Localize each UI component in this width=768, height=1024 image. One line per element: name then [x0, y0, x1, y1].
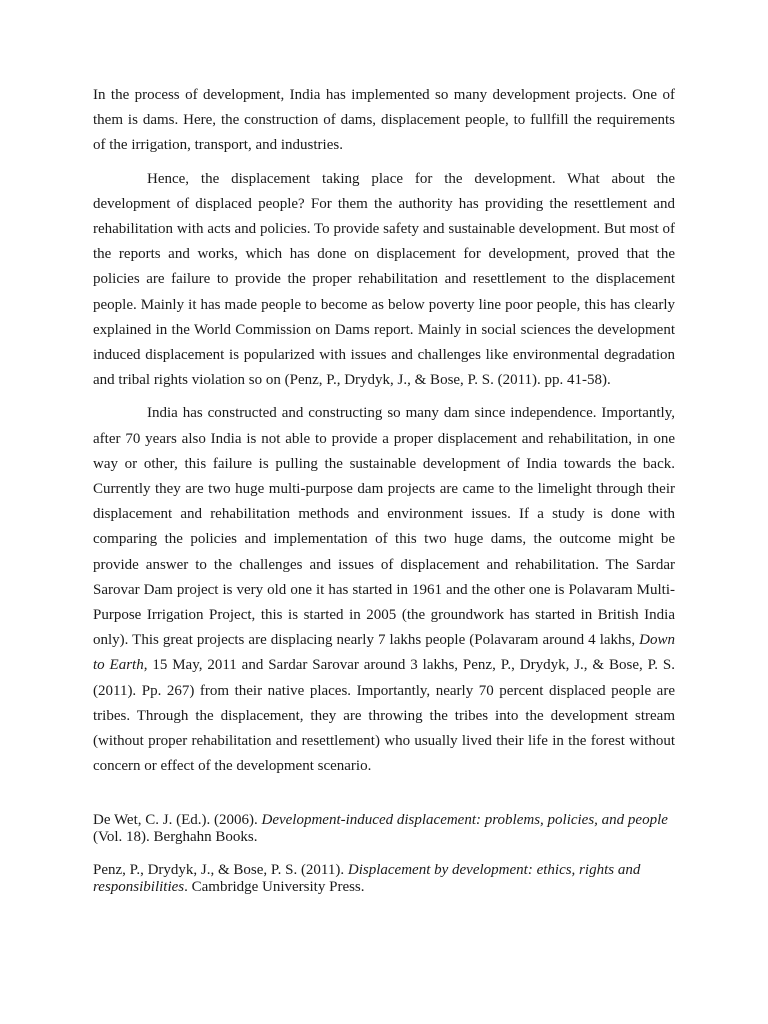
reference-title: Displacement by development: ethics, rights and responsibilities: [93, 862, 641, 895]
paragraph-dams-text-b: , 15 May, 2011 and Sardar Sarovar around 3 lakhs, Penz, P., Drydyk, J., & Bose, P. S. (2011). Pp. 267) from their native places. Importantly, nearly 70 percent displaced people are tribes. Through the displacement, they are throwing the tribes into the development stream (without proper rehabilitation and resettlement) who usually lived their life in the forest without concern or effect of the development scenario.: [93, 657, 675, 775]
publication-title-down-to-earth: Down to Earth: [93, 632, 675, 674]
reference-author-year: De Wet, C. J. (Ed.). (2006).: [93, 812, 262, 828]
reference-publisher: . Cambridge University Press.: [184, 879, 365, 895]
paragraph-displacement: Hence, the displacement taking place for the development. What about the development of displaced people? For them the authority has providing the resettlement and rehabilitation with acts and policies. To provide safety and sustainable development. But most of the reports and works, which has done on displacement for development, proved that the policies are failure to provide the proper rehabilitation and resettlement to the displacement people. Mainly it has made people to become as below poverty line poor people, this has clearly explained in the World Commission on Dams report. Mainly in social sciences the development induced displacement is popularized with issues and challenges like environmental degradation and tribal rights violation so on (Penz, P., Drydyk, J., & Bose, P. S. (2011). pp. 41-58).: [93, 170, 675, 389]
paragraph-intro: In the process of development, India has implemented so many development projects. One of them is dams. Here, the construction of dams, displacement people, to fullfill the requirements of the irrigation, transport, and industries.: [93, 87, 675, 154]
reference-title: Development-induced displacement: problems, policies, and people: [261, 812, 668, 828]
reference-penz: [93, 862, 675, 896]
reference-publisher: (Vol. 18). Berghahn Books.: [93, 829, 258, 845]
document-body: [93, 83, 675, 779]
paragraph-dams-text-a: India has constructed and constructing so many dam since independence. Importantly, after 70 years also India is not able to provide a proper displacement and rehabilitation, in one way or other, this failure is pulling the sustainable development of India towards the back. Currently they are two huge multi-purpose dam projects are came to the limelight through their displacement and rehabilitation methods and environment issues. If a study is done with comparing the policies and implementation of this two huge dams, the outcome might be provide answer to the challenges and issues of displacement and rehabilitation. The Sardar Sarovar Dam project is very old one it has started in 1961 and the other one is Polavaram Multi-Purpose Irrigation Project, this is started in 2005 (the groundwork has started in British India only). This great projects are displacing nearly 7 lakhs people (Polavaram around 4 lakhs,: [93, 405, 675, 649]
reference-author-year: Penz, P., Drydyk, J., & Bose, P. S. (2011).: [93, 862, 348, 878]
references-list: [93, 812, 675, 896]
reference-de-wet: [93, 812, 675, 846]
paragraph-dams: [93, 401, 675, 779]
